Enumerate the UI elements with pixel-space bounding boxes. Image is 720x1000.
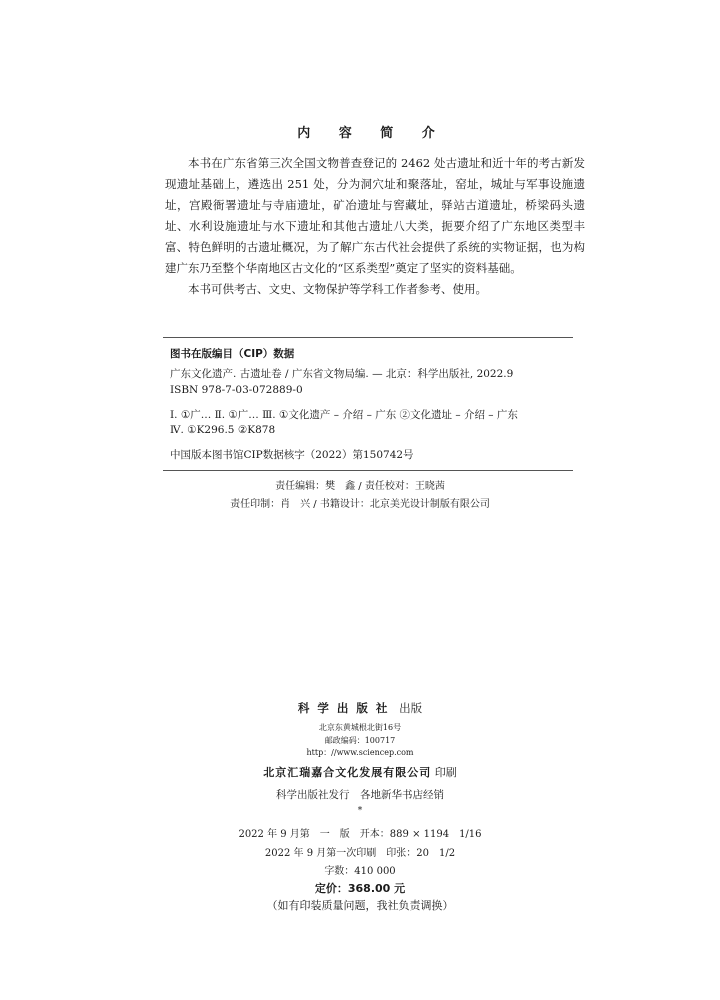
publisher-name: 科学出版社 xyxy=(297,701,396,715)
intro-paragraph-usage: 本书可供考古、文史、文物保护等学科工作者参考、使用。 xyxy=(188,282,487,296)
intro-paragraph: 本书在广东省第三次全国文物普查登记的 2462 处古遗址和近十年的考古新发现遗址基础上，遴选出 251 处，分为洞穴址和聚落址，窑址，城址与军事设施遗址，宫殿衙署遗址与寺庙遗址，矿冶遗址与窖藏址，驿站古道遗址，桥梁码头遗址、水利设施遗址与水下遗址和其他古遗址八大类，扼要介绍了广东地区类型丰富、特色鲜明的古遗址概况，为了解广东古代社会提供了系统的实物证据，也为构建广东乃至整个华南地区古文化的“区系类型”奠定了坚实的资料基础。 xyxy=(165,156,585,275)
publisher-url: http：//www.sciencep.com xyxy=(306,748,414,757)
impression-line: 2022 年 9 月第一次印刷 印张：20 1/2 xyxy=(264,848,456,859)
separator-star: * xyxy=(357,806,363,816)
cip-classification-line: Ⅳ. ①K296.5 ②K878 xyxy=(170,424,276,436)
publisher-address: 北京东黄城根北街16号 xyxy=(318,723,402,732)
cip-heading: 图书在版编目（CIP）数据 xyxy=(170,348,295,360)
distribution-line: 科学出版社发行 各地新华书店经销 xyxy=(276,789,444,801)
publisher-line xyxy=(0,700,720,716)
quality-notice: （如有印装质量问题，我社负责调换） xyxy=(266,899,454,912)
cip-title-line: 广东文化遗产. 古遗址卷 / 广东省文物局编. — 北京：科学出版社, 2022.9 xyxy=(170,368,514,380)
cip-subject-line: Ⅰ. ①广… Ⅱ. ①广… Ⅲ. ①文化遗产 – 介绍 – 广东 ②文化遗址 – 介绍 – 广东 xyxy=(170,409,518,421)
publisher-postcode: 邮政编码：100717 xyxy=(324,736,396,745)
cip-record-number: 中国版本图书馆CIP数据核字（2022）第150742号 xyxy=(170,449,414,461)
cip-bottom-rule xyxy=(163,470,573,471)
word-count: 字数：410 000 xyxy=(324,866,396,877)
cip-top-rule xyxy=(163,337,573,338)
intro-title: 内 容 简 介 xyxy=(297,126,447,141)
credit-editors: 责任编辑：樊 鑫 / 责任校对：王晓茜 xyxy=(275,481,445,492)
printer-name: 北京汇瑞嘉合文化发展有限公司 xyxy=(263,766,432,779)
price: 定价：368.00 元 xyxy=(314,882,406,895)
cip-isbn: ISBN 978-7-03-072889-0 xyxy=(170,384,303,396)
publisher-suffix: 出版 xyxy=(399,701,423,715)
printer-line xyxy=(0,764,720,780)
edition-line: 2022 年 9 月第 一 版 开本：889 × 1194 1/16 xyxy=(238,829,482,840)
credit-print-design: 责任印制：肖 兴 / 书籍设计：北京美光设计制版有限公司 xyxy=(230,499,490,510)
printer-suffix: 印刷 xyxy=(434,766,457,779)
